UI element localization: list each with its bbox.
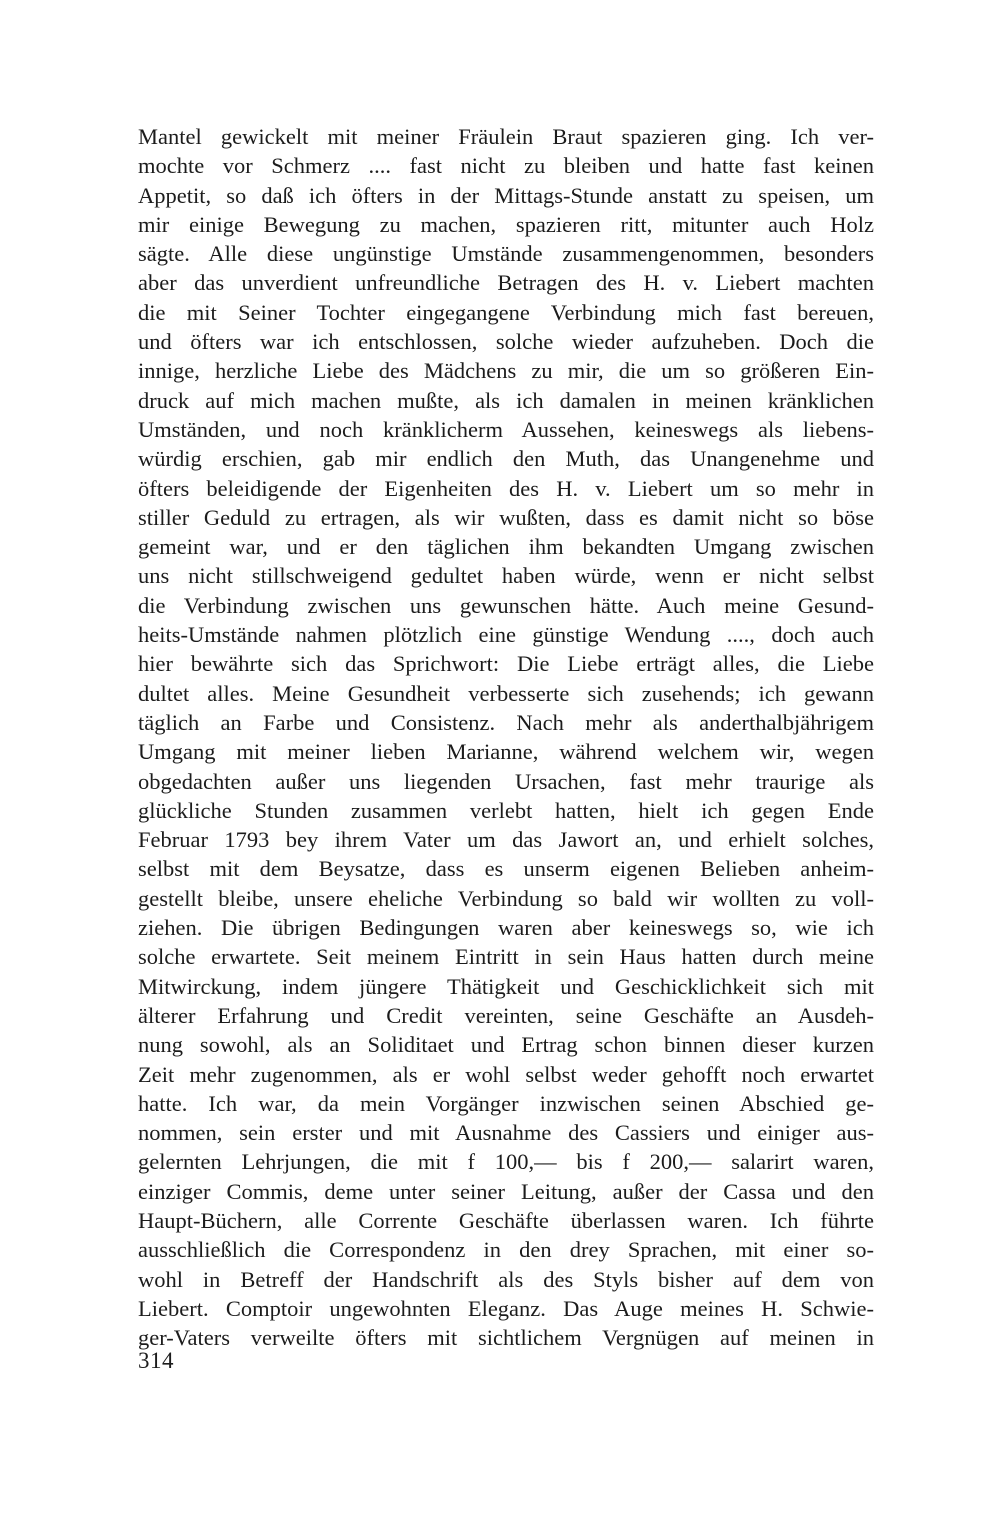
body-text [138,122,874,1352]
text-line: ger-Vaters verweilte öfters mit sichtlichem Vergnügen auf meinen in [138,1325,874,1351]
text-line: und öfters war ich entschlossen, solche wieder aufzuheben. Doch die [138,329,874,355]
text-line: nommen, sein erster und mit Ausnahme des Cassiers und einiger aus- [138,1120,874,1146]
text-line: würdig erschien, gab mir endlich den Muth, das Unangenehme und [138,446,874,472]
page-number: 314 [138,1348,174,1373]
text-line: Haupt-Büchern, alle Corrente Geschäfte überlassen waren. Ich führte [138,1207,874,1233]
text-line: gelernten Lehrjungen, die mit f 100,— bis f 200,— salarirt waren, [138,1149,874,1175]
text-line: Appetit, so daß ich öfters in der Mittags-Stunde anstatt zu speisen, um [138,182,874,208]
text-line: Umständen, und noch kränklicherm Aussehen, keineswegs als liebens- [138,416,874,442]
text-line: glückliche Stunden zusammen verlebt hatten, hielt ich gegen Ende [138,797,874,823]
text-line: gemeint war, und er den täglichen ihm bekandten Umgang zwischen [138,534,874,560]
text-line: hatte. Ich war, da mein Vorgänger inzwischen seinen Abschied ge- [138,1090,874,1116]
text-line: Mitwirckung, indem jüngere Thätigkeit und Geschicklichkeit sich mit [138,973,874,999]
text-line: nung sowohl, als an Soliditaet und Ertrag schon binnen dieser kurzen [138,1032,874,1058]
text-line: Zeit mehr zugenommen, als er wohl selbst weder gehofft noch erwartet [138,1061,874,1087]
text-line: aber das unverdient unfreundliche Betragen des H. v. Liebert machten [138,270,874,296]
text-line: wohl in Betreff der Handschrift als des Styls bisher auf dem von [138,1266,874,1292]
text-line: täglich an Farbe und Consistenz. Nach mehr als anderthalbjährigem [138,709,874,735]
text-line: innige, herzliche Liebe des Mädchens zu mir, die um so größeren Ein- [138,358,874,384]
text-line: öfters beleidigende der Eigenheiten des H. v. Liebert um so mehr in [138,475,874,501]
text-line: ziehen. Die übrigen Bedingungen waren aber keineswegs so, wie ich [138,915,874,941]
text-line: Liebert. Comptoir ungewohnten Eleganz. Das Auge meines H. Schwie- [138,1295,874,1321]
text-line: hier bewährte sich das Sprichwort: Die Liebe erträgt alles, die Liebe [138,651,874,677]
text-line: druck auf mich machen mußte, als ich damalen in meinen kränklichen [138,387,874,413]
text-line: älterer Erfahrung und Credit vereinten, seine Geschäfte an Ausdeh- [138,1002,874,1028]
text-line: uns nicht stillschweigend gedultet haben würde, wenn er nicht selbst [138,563,874,589]
text-line: solche erwartete. Seit meinem Eintritt in sein Haus hatten durch meine [138,944,874,970]
text-line: sägte. Alle diese ungünstige Umstände zusammengenommen, besonders [138,241,874,267]
text-line: Mantel gewickelt mit meiner Fräulein Braut spazieren ging. Ich ver- [138,124,874,149]
text-line: die Verbindung zwischen uns gewunschen hätte. Auch meine Gesund- [138,592,874,618]
text-line: die mit Seiner Tochter eingegangene Verbindung mich fast bereuen, [138,299,874,325]
text-line: obgedachten außer uns liegenden Ursachen, fast mehr traurige als [138,768,874,794]
text-line: gestellt bleibe, unsere eheliche Verbindung so bald wir wollten zu voll- [138,885,874,911]
text-line: ausschließlich die Correspondenz in den drey Sprachen, mit einer so- [138,1237,874,1263]
text-line: einziger Commis, deme unter seiner Leitung, außer der Cassa und den [138,1178,874,1204]
text-line: stiller Geduld zu ertragen, als wir wußten, dass es damit nicht so böse [138,504,874,530]
text-line: mochte vor Schmerz .... fast nicht zu bleiben und hatte fast keinen [138,153,874,179]
text-line: dultet alles. Meine Gesundheit verbesserte sich zusehends; ich gewann [138,680,874,706]
text-line: selbst mit dem Beysatze, dass es unserm eigenen Belieben anheim- [138,856,874,882]
text-line: heits-Umstände nahmen plötzlich eine günstige Wendung ...., doch auch [138,622,874,648]
text-line: Februar 1793 bey ihrem Vater um das Jawort an, und erhielt solches, [138,827,874,853]
text-line: Umgang mit meiner lieben Marianne, während welchem wir, wegen [138,739,874,765]
text-line: mir einige Bewegung zu machen, spazieren ritt, mitunter auch Holz [138,211,874,237]
